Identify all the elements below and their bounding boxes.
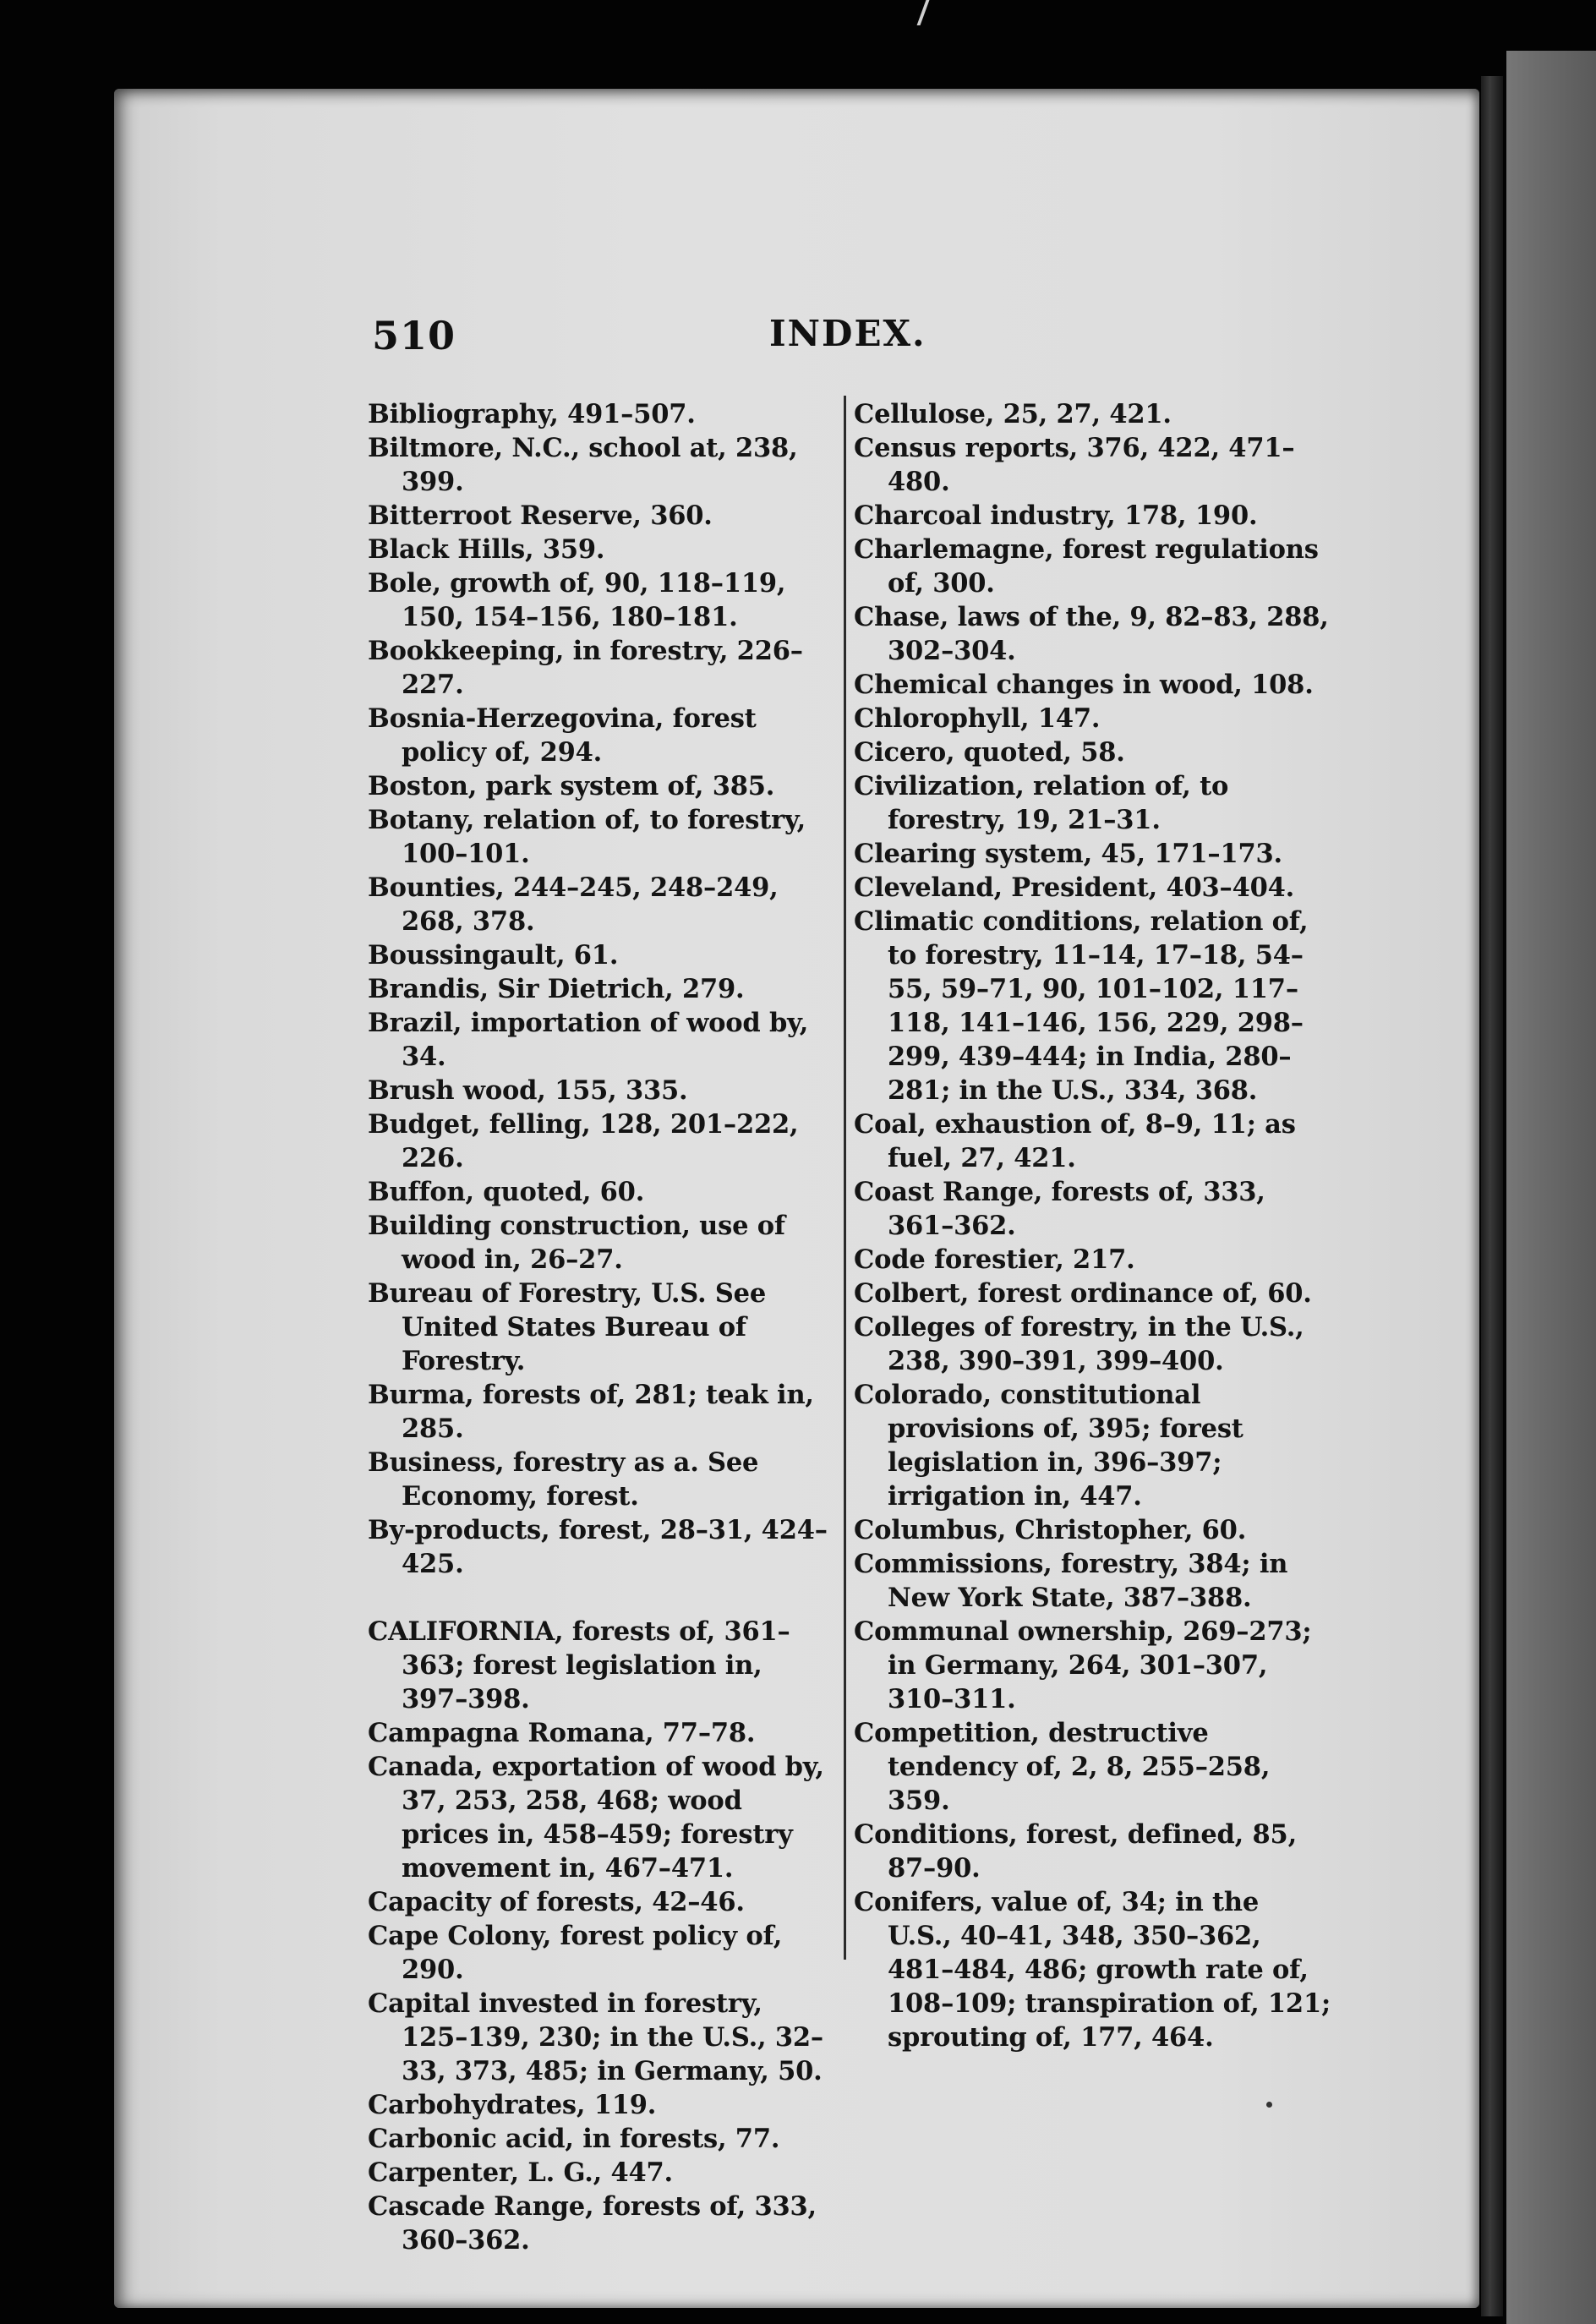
index-entry: Cellulose, 25, 27, 421. — [854, 399, 1172, 429]
index-entry: Communal ownership, 269–273; in Germany, 264, 301–307, 310–311. — [854, 1616, 1312, 1714]
index-entry: Boussingault, 61. — [368, 940, 619, 971]
index-entry: Charcoal industry, 178, 190. — [854, 500, 1258, 531]
index-entry: Cicero, quoted, 58. — [854, 737, 1125, 768]
index-entry: Coast Range, forests of, 333, 361–362. — [854, 1177, 1265, 1241]
index-entry: Capital invested in forestry, 125–139, 230; in the U.S., 32–33, 373, 485; in Germany, 50. — [368, 1988, 823, 2086]
column-rule — [844, 396, 846, 1960]
index-entry: Budget, felling, 128, 201–222, 226. — [368, 1109, 799, 1173]
index-entry: Cleveland, President, 403–404. — [854, 872, 1295, 903]
index-entry: Bitterroot Reserve, 360. — [368, 500, 713, 531]
index-entry: Cascade Range, forests of, 333, 360–362. — [368, 2191, 817, 2256]
index-entry: Commissions, forestry, 384; in New York State, 387–388. — [854, 1549, 1288, 1613]
index-entry: Climatic conditions, relation of, to forestry, 11–14, 17–18, 54–55, 59–71, 90, 101–102, 117–118, 141–146, 156, 229, 298–299, 439–444; in India, 280–281; in the U.S., 334, 368. — [854, 906, 1309, 1106]
index-entry: Campagna Romana, 77–78. — [368, 1718, 756, 1748]
index-entry: Building construction, use of wood in, 26–27. — [368, 1211, 785, 1275]
index-entry: Canada, exportation of wood by, 37, 253, 258, 468; wood prices in, 458–459; forestry movement in, 467–471. — [368, 1752, 824, 1884]
index-entry: Census reports, 376, 422, 471–480. — [854, 433, 1295, 497]
index-entry: Conifers, value of, 34; in the U.S., 40–41, 348, 350–362, 481–484, 486; growth rate of, 108–109; transpiration of, 121; sprouting of, 177, 464. — [854, 1887, 1331, 2053]
index-entry: Brush wood, 155, 335. — [368, 1075, 688, 1106]
ink-speck — [1266, 2102, 1272, 2108]
page-header — [372, 313, 1344, 364]
index-entry: Botany, relation of, to forestry, 100–101. — [368, 805, 806, 869]
index-entry: CALIFORNIA, forests of, 361–363; forest legislation in, 397–398. — [368, 1616, 790, 1714]
index-entry: Business, forestry as a. See Economy, forest. — [368, 1447, 759, 1512]
index-entry: Conditions, forest, defined, 85, 87–90. — [854, 1819, 1297, 1884]
index-entry: Charlemagne, forest regulations of, 300. — [854, 534, 1319, 599]
index-entry: Carbonic acid, in forests, 77. — [368, 2124, 780, 2154]
index-entry: Carpenter, L. G., 447. — [368, 2157, 673, 2188]
index-entry: Capacity of forests, 42–46. — [368, 1887, 745, 1917]
index-entry: Chlorophyll, 147. — [854, 703, 1101, 734]
adjacent-page-edge — [1506, 51, 1596, 2324]
index-entry: Cape Colony, forest policy of, 290. — [368, 1921, 783, 1985]
index-entry: Brandis, Sir Dietrich, 279. — [368, 974, 745, 1004]
index-entry: Buffon, quoted, 60. — [368, 1177, 645, 1207]
index-entry: Burma, forests of, 281; teak in, 285. — [368, 1380, 814, 1444]
running-head: INDEX. — [769, 313, 926, 354]
index-entry: Boston, park system of, 385. — [368, 771, 775, 801]
index-entry: Bounties, 244–245, 248–249, 268, 378. — [368, 872, 779, 937]
index-entry: Civilization, relation of, to forestry, 19, 21–31. — [854, 771, 1229, 835]
index-entry: Carbohydrates, 119. — [368, 2090, 657, 2120]
index-entry: Brazil, importation of wood by, 34. — [368, 1008, 809, 1072]
index-entry: Black Hills, 359. — [368, 534, 605, 565]
index-column-left — [368, 397, 837, 2257]
index-entry: Bookkeeping, in forestry, 226–227. — [368, 636, 803, 700]
index-entry: Competition, destructive tendency of, 2, 8, 255–258, 359. — [854, 1718, 1271, 1816]
index-entry: Chemical changes in wood, 108. — [854, 670, 1314, 700]
index-entry: Biltmore, N.C., school at, 238, 399. — [368, 433, 798, 497]
index-entry: Bureau of Forestry, U.S. See United States Bureau of Forestry. — [368, 1278, 767, 1376]
page-number: 510 — [372, 313, 456, 358]
index-entry: Colorado, constitutional provisions of, 395; forest legislation in, 396–397; irrigation in, 447. — [854, 1380, 1243, 1512]
index-entry: Colbert, forest ordinance of, 60. — [854, 1278, 1312, 1309]
binding-edge — [1481, 76, 1503, 2316]
section-gap — [368, 1581, 837, 1615]
index-column-right — [854, 397, 1331, 2054]
index-entry: Bibliography, 491–507. — [368, 399, 696, 429]
index-entry: Coal, exhaustion of, 8–9, 11; as fuel, 27, 421. — [854, 1109, 1296, 1173]
scan-mark — [917, 0, 954, 25]
index-entry: Clearing system, 45, 171–173. — [854, 839, 1282, 869]
index-entry: Bosnia-Herzegovina, forest policy of, 294. — [368, 703, 757, 768]
index-entry: Colleges of forestry, in the U.S., 238, 390–391, 399–400. — [854, 1312, 1304, 1376]
index-entry: By-products, forest, 28–31, 424–425. — [368, 1515, 828, 1579]
index-entry: Code forestier, 217. — [854, 1244, 1135, 1275]
index-entry: Columbus, Christopher, 60. — [854, 1515, 1247, 1545]
index-entry: Bole, growth of, 90, 118–119, 150, 154–156, 180–181. — [368, 568, 786, 632]
index-entry: Chase, laws of the, 9, 82–83, 288, 302–304. — [854, 602, 1329, 666]
